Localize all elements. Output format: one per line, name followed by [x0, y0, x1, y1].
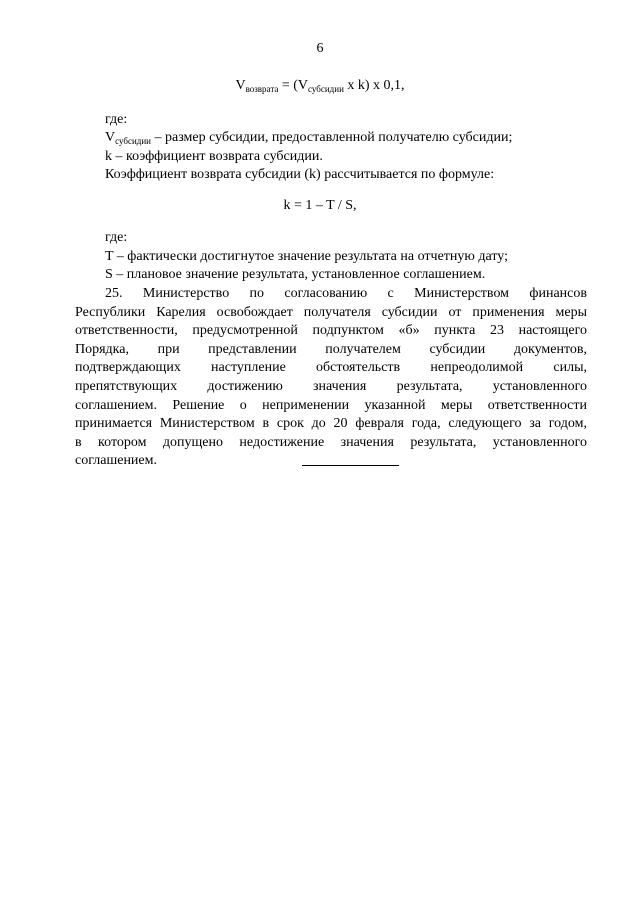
- paragraph-line: ответственности, предусмотренной подпунктом «б» пункта 23 настоящего: [75, 323, 587, 339]
- paragraph-line: соглашением.: [75, 453, 157, 469]
- end-divider-line: [302, 465, 399, 466]
- paragraph-line: подтверждающих наступление обстоятельств непреодолимой силы,: [75, 360, 587, 376]
- paragraph-line: 25. Министерство по согласованию с Министерством финансов: [105, 286, 587, 301]
- formula-lhs-base: V: [235, 78, 246, 93]
- definition-t: T – фактически достигнутое значение результата на отчетную дату;: [105, 249, 508, 264]
- k-formula-intro: Коэффициент возврата субсидии (k) рассчитывается по формуле:: [105, 167, 495, 182]
- page-number: 6: [316, 41, 324, 56]
- formula-lhs-subscript: возврата: [245, 84, 279, 94]
- def-v-base: V: [105, 130, 116, 145]
- paragraph-line: в котором допущено недостижение значения результата, установленного: [75, 434, 587, 450]
- paragraph-line: препятствующих достижению значения результата, установленного: [75, 378, 587, 394]
- def-v-subscript: субсидии: [115, 136, 151, 146]
- paragraph-line: Порядка, при представлении получателем субсидии документов,: [75, 341, 587, 357]
- where-label-1: где:: [105, 112, 128, 127]
- paragraph-line: принимается Министерством в срок до 20 февраля года, следующего за годом,: [75, 416, 587, 432]
- refund-volume-formula: [0, 78, 640, 94]
- definition-k: k – коэффициент возврата субсидии.: [105, 149, 323, 164]
- paragraph-line: Республики Карелия освобождает получателя субсидии от применения меры: [75, 304, 587, 320]
- formula-rhs-subscript: субсидии: [308, 84, 344, 94]
- where-label-2: где:: [105, 230, 128, 245]
- def-v-text: – размер субсидии, предоставленной получателю субсидии;: [150, 130, 513, 145]
- coefficient-formula: k = 1 – T / S,: [283, 198, 357, 213]
- paragraph-25: [75, 285, 587, 471]
- definition-v-subsidy: [105, 130, 512, 146]
- formula-rhs-tail: х k) х 0,1,: [343, 78, 405, 93]
- definition-s: S – плановое значение результата, установленное соглашением.: [105, 267, 486, 282]
- paragraph-line: соглашением. Решение о неприменении указанной меры ответственности: [75, 397, 587, 413]
- formula-eq-open: = (V: [278, 78, 309, 93]
